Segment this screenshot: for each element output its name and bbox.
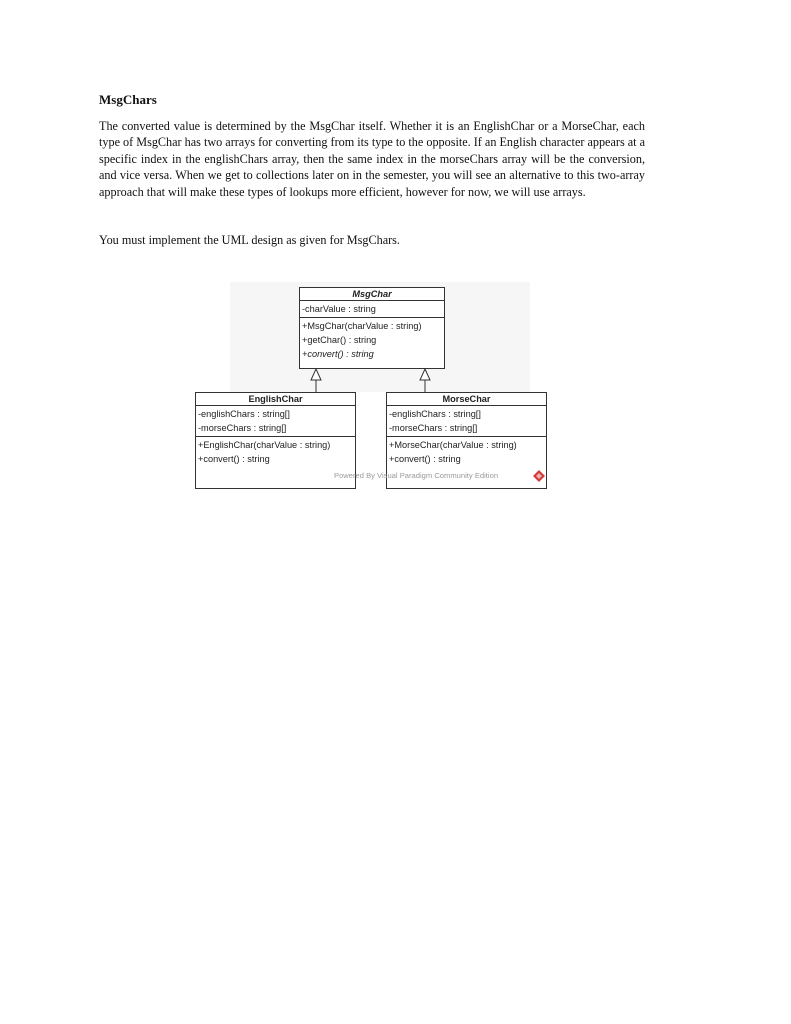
attribute-morsechars: -morseChars : string[] <box>198 423 287 433</box>
body-paragraph-1: The converted value is determined by the MsgChar itself. Whether it is an EnglishChar or a MorseChar, each type of MsgChar has two arrays for converting from its type to the opposite. If an English character appears at a specific index in the englishChars array, then the same index in the morseChars array will be the conversion, and vice versa. When we get to collections later on in the semester, you will see an alternative to this two-array approach that will make these types of lookups more efficient, however for now, we will use arrays. <box>99 119 645 199</box>
class-name-englishchar: EnglishChar <box>196 393 355 406</box>
operation-getchar: +getChar() : string <box>302 335 377 345</box>
operation-convert: +convert() : string <box>389 454 461 464</box>
class-name-morsechar: MorseChar <box>387 393 546 406</box>
attribute-charvalue: -charValue : string <box>302 304 376 314</box>
class-englishchar <box>195 392 356 489</box>
operation-convert-abstract: +convert() : string <box>302 349 374 359</box>
attribute-morsechars: -morseChars : string[] <box>389 423 478 433</box>
operations-morsechar <box>387 437 546 467</box>
operations-englishchar <box>196 437 355 467</box>
attributes-morsechar <box>387 406 546 437</box>
section-heading: MsgChars <box>99 92 157 107</box>
attribute-englishchars: -englishChars : string[] <box>198 409 290 419</box>
operation-constructor: +MsgChar(charValue : string) <box>302 321 422 331</box>
class-msgchar <box>299 287 445 369</box>
attribute-englishchars: -englishChars : string[] <box>389 409 481 419</box>
powered-by-watermark: Powered By Visual Paradigm Community Edition <box>334 471 499 480</box>
operation-constructor: +EnglishChar(charValue : string) <box>198 440 331 450</box>
class-name-msgchar: MsgChar <box>300 288 444 301</box>
attributes-englishchar <box>196 406 355 437</box>
operations-msgchar <box>300 318 444 362</box>
generalization-arrow-englishchar <box>311 369 321 380</box>
operation-constructor: +MorseChar(charValue : string) <box>389 440 517 450</box>
body-paragraph-2: You must implement the UML design as given for MsgChars. <box>99 233 400 247</box>
generalization-arrow-morsechar <box>420 369 430 380</box>
attributes-msgchar <box>300 301 444 318</box>
visual-paradigm-logo-icon <box>532 469 546 483</box>
operation-convert: +convert() : string <box>198 454 270 464</box>
